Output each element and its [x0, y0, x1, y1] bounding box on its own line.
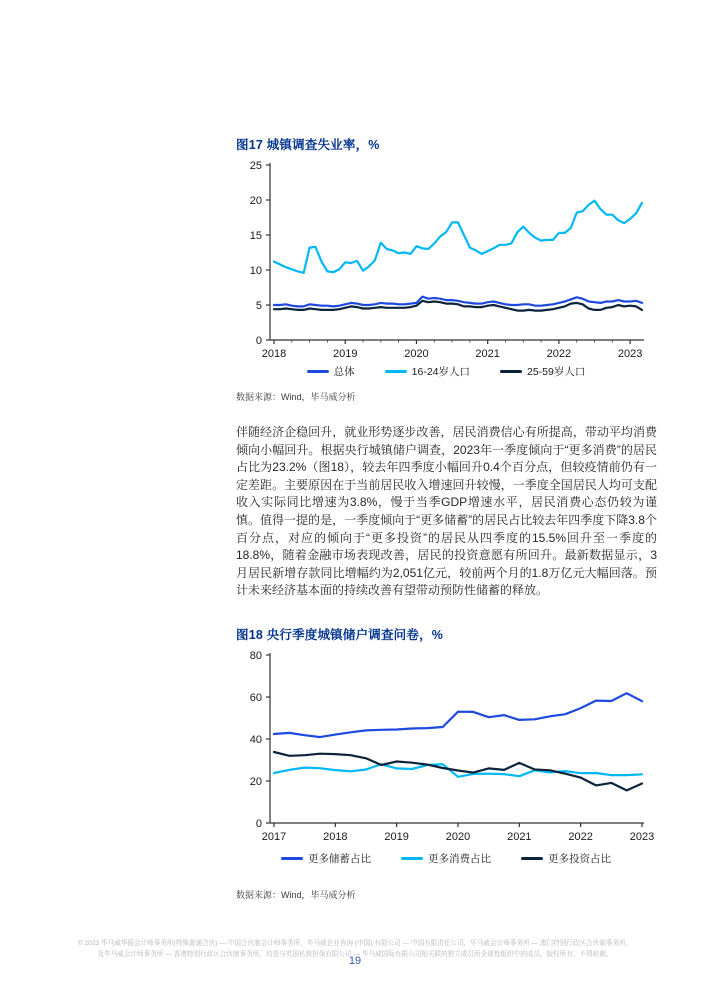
- y-tick-label: 20: [249, 194, 262, 207]
- legend-label: 更多投资占比: [548, 853, 611, 865]
- figure17-data-source: 数据来源：Wind，毕马威分析: [236, 392, 356, 402]
- x-tick-label: 2021: [475, 348, 500, 360]
- copyright-line-1: © 2023 毕马威华振会计师事务所(特殊普通合伙) — 中国合伙制会计师事务所，毕马威企业咨询 (中国) 有限公司 — 中国有限责任公司，毕马威会计师事务所 — 澳门特别行政区合伙制事务所，: [77, 940, 633, 947]
- line-swatch-icon: [401, 857, 423, 860]
- legend-item-age-25-59: [500, 364, 585, 379]
- figure17-legend: [236, 364, 656, 379]
- line-swatch-icon: [521, 857, 543, 860]
- figure18-data-source: 数据来源：Wind，毕马威分析: [236, 890, 356, 900]
- x-tick-label: 2019: [384, 831, 409, 843]
- x-tick-label: 2018: [261, 348, 287, 360]
- figure18-title: 图18 央行季度城镇储户调查问卷，%: [236, 628, 444, 642]
- y-tick-label: 15: [249, 229, 262, 242]
- x-tick-label: 2021: [507, 831, 532, 843]
- line-swatch-icon: [385, 370, 407, 373]
- figure18-line-chart: [236, 645, 656, 860]
- x-tick-label: 2019: [332, 348, 358, 360]
- figure17-title: 图17 城镇调查失业率，%: [236, 138, 380, 152]
- legend-item-age-16-24: [385, 364, 470, 379]
- x-tick-label: 2022: [568, 831, 593, 843]
- x-tick-label: 2020: [445, 831, 471, 843]
- series-line-更多投资占比: [274, 752, 642, 790]
- y-tick-label: 25: [249, 159, 262, 172]
- y-tick-label: 60: [249, 691, 262, 704]
- line-swatch-icon: [281, 857, 303, 860]
- legend-item-overall: [307, 364, 355, 379]
- x-tick-label: 2017: [261, 831, 287, 843]
- y-tick-label: 0: [255, 817, 262, 830]
- page-number: 19: [348, 955, 362, 967]
- y-tick-label: 10: [249, 264, 262, 277]
- figure17-line-chart: [236, 155, 656, 370]
- line-swatch-icon: [500, 370, 522, 373]
- y-tick-label: 5: [255, 299, 262, 312]
- body-paragraph: 伴随经济企稳回升，就业形势逐步改善，居民消费信心有所提高，带动平均消费倾向小幅回升。根据央行城镇储户调查，2023年一季度倾向于“更多消费”的居民占比为23.2%（图18），较去年四季度小幅回升0.4个百分点，但较疫情前仍有一定差距。主要原因在于当前居民收入增速回升较慢，一季度全国居民人均可支配收入实际同比增速为3.8%，慢于当季GDP增速水平，居民消费心态仍较为谨慎。值得一提的是，一季度倾向于“更多储蓄”的居民占比较去年四季度下降3.8个百分点，对应的倾向于“更多投资”的居民从四季度的15.5%回升至一季度的18.8%，随着金融市场表现改善，居民的投资意愿有所回升。最新数据显示，3月居民新增存款同比增幅约为2,051亿元，较前两个月的1.8万亿元大幅回落。预计未来经济基本面的持续改善有望带动预防性储蓄的释放。: [236, 425, 657, 598]
- legend-label: 总体: [333, 366, 355, 378]
- series-line-16-24岁人口: [274, 201, 642, 273]
- x-tick-label: 2023: [629, 831, 655, 843]
- copyright-line-2: 及毕马威会计师事务所 — 香港特别行政区合伙制事务所，均是与英国私营担保有限公司 — 毕马威国际有限公司相关联的独立成员所全球性组织中的成员。版权所有，不得转载。: [97, 950, 613, 958]
- x-tick-label: 2018: [323, 831, 348, 843]
- y-tick-label: 80: [249, 649, 262, 662]
- y-tick-label: 40: [249, 733, 262, 746]
- x-tick-label: 2023: [617, 348, 643, 360]
- figure18-legend: [236, 851, 656, 866]
- line-swatch-icon: [307, 370, 329, 373]
- figure17-chart-svg: [236, 155, 656, 370]
- legend-item-more-investment: [521, 851, 611, 866]
- series-line-更多储蓄占比: [274, 693, 642, 737]
- y-tick-label: 20: [249, 775, 262, 788]
- legend-label: 更多储蓄占比: [308, 853, 371, 865]
- figure18-chart-svg: [236, 645, 656, 860]
- x-tick-label: 2020: [404, 348, 429, 360]
- legend-label: 16-24岁人口: [411, 366, 470, 378]
- y-tick-label: 0: [255, 334, 262, 347]
- legend-item-more-consumption: [401, 851, 491, 866]
- x-tick-label: 2022: [546, 348, 572, 360]
- legend-label: 25-59岁人口: [527, 366, 586, 378]
- legend-item-more-saving: [281, 851, 371, 866]
- legend-label: 更多消费占比: [428, 853, 491, 865]
